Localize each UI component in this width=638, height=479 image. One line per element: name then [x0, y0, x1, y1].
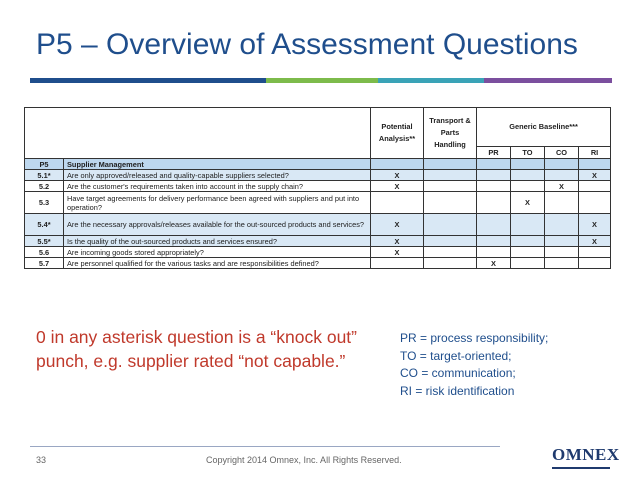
cell-co	[545, 247, 579, 258]
header-to: TO	[511, 147, 545, 159]
title-underline-green	[266, 78, 378, 83]
title-underline-teal	[378, 78, 484, 83]
cell-co: X	[545, 181, 579, 192]
row-question: Have target agreements for delivery performance been agreed with suppliers and put into operation?	[64, 192, 371, 214]
cell-ri: X	[579, 214, 611, 236]
cell-potential: X	[371, 236, 424, 247]
knockout-note: 0 in any asterisk question is a “knock out” punch, e.g. supplier rated “not capable.”	[36, 327, 357, 371]
cell-potential	[371, 192, 424, 214]
row-question: Are incoming goods stored appropriately?	[64, 247, 371, 258]
title-underline-purple	[484, 78, 612, 83]
header-ri: RI	[579, 147, 611, 159]
abbreviation-legend	[400, 330, 548, 400]
table-row	[25, 247, 611, 258]
cell-co	[545, 170, 579, 181]
cell-potential: X	[371, 181, 424, 192]
footer-divider	[30, 446, 500, 447]
cell-pr	[477, 247, 511, 258]
row-id: 5.2	[25, 181, 64, 192]
cell-transport	[424, 236, 477, 247]
row-id: 5.4*	[25, 214, 64, 236]
header-transport-parts-handling: Transport & Parts Handling	[424, 108, 477, 159]
cell-potential: X	[371, 247, 424, 258]
row-question: Are personnel qualified for the various tasks and are responsibilities defined?	[64, 258, 371, 269]
header-blank-cell	[25, 108, 371, 159]
legend-pr: PR = process responsibility;	[400, 331, 549, 345]
cell-pr	[477, 170, 511, 181]
section-row	[25, 159, 611, 170]
table-row	[25, 170, 611, 181]
legend-ri: RI = risk identification	[400, 383, 515, 398]
row-id: 5.6	[25, 247, 64, 258]
title-underline-blue	[30, 78, 266, 83]
slide-title: P5 – Overview of Assessment Questions	[36, 28, 578, 61]
cell-transport	[424, 170, 477, 181]
cell-to	[511, 258, 545, 269]
cell-potential	[371, 258, 424, 269]
cell-transport	[424, 258, 477, 269]
table-row	[25, 258, 611, 269]
header-potential-analysis: Potential Analysis**	[371, 108, 424, 159]
row-question: Is the quality of the out-sourced products and services ensured?	[64, 236, 371, 247]
row-id: 5.1*	[25, 170, 64, 181]
cell-potential: X	[371, 214, 424, 236]
cell-transport	[424, 214, 477, 236]
cell-to	[511, 170, 545, 181]
table-row	[25, 181, 611, 192]
page-number: 33	[36, 455, 47, 465]
cell-potential: X	[371, 170, 424, 181]
logo-underline	[552, 467, 610, 469]
copyright-text: Copyright 2014 Omnex, Inc. All Rights Reserved.	[206, 455, 402, 465]
row-question: Are only approved/released and quality-capable suppliers selected?	[64, 170, 371, 181]
cell-ri	[579, 192, 611, 214]
cell-to: X	[511, 192, 545, 214]
header-pr: PR	[477, 147, 511, 159]
cell-to	[511, 247, 545, 258]
cell-ri	[579, 258, 611, 269]
row-id: 5.3	[25, 192, 64, 214]
cell-pr: X	[477, 258, 511, 269]
row-id: 5.5*	[25, 236, 64, 247]
row-question: Are the customer's requirements taken into account in the supply chain?	[64, 181, 371, 192]
cell-co	[545, 258, 579, 269]
cell-pr	[477, 236, 511, 247]
row-id: 5.7	[25, 258, 64, 269]
assessment-questions-table	[24, 107, 611, 269]
cell-ri: X	[579, 236, 611, 247]
cell-transport	[424, 247, 477, 258]
cell-transport	[424, 181, 477, 192]
cell-to	[511, 181, 545, 192]
cell-transport	[424, 192, 477, 214]
cell-co	[545, 236, 579, 247]
section-id: P5	[25, 159, 64, 170]
cell-pr	[477, 181, 511, 192]
table-row	[25, 236, 611, 247]
cell-to	[511, 236, 545, 247]
cell-to	[511, 214, 545, 236]
cell-pr	[477, 214, 511, 236]
omnex-logo: OMNEX	[552, 445, 620, 464]
cell-co	[545, 192, 579, 214]
section-label: Supplier Management	[64, 159, 371, 170]
cell-pr	[477, 192, 511, 214]
cell-ri	[579, 247, 611, 258]
cell-co	[545, 214, 579, 236]
header-generic-baseline: Generic Baseline***	[477, 108, 611, 147]
legend-co: CO = communication;	[400, 366, 516, 380]
legend-to: TO = target-oriented;	[400, 348, 512, 363]
table-row	[25, 192, 611, 214]
table-row	[25, 214, 611, 236]
row-question: Are the necessary approvals/releases available for the out-sourced products and services?	[64, 214, 371, 236]
cell-ri	[579, 181, 611, 192]
cell-ri: X	[579, 170, 611, 181]
header-co: CO	[545, 147, 579, 159]
